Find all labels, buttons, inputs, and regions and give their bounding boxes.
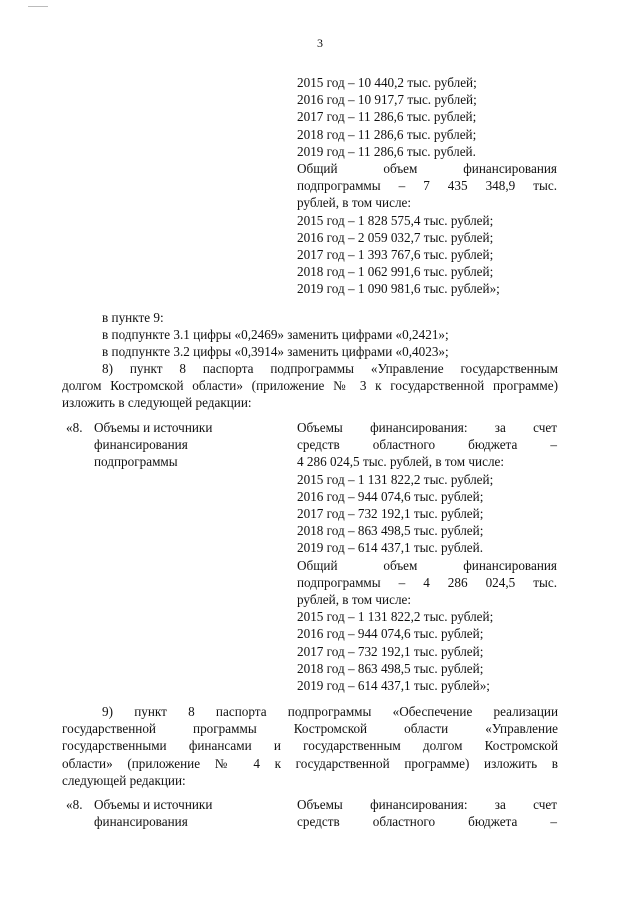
year-line: 2018 год – 11 286,6 тыс. рублей; <box>297 126 477 142</box>
page-number: 3 <box>317 36 323 50</box>
year-line: 2019 год – 1 090 981,6 тыс. рублей»; <box>297 281 500 297</box>
year-line: 2019 год – 614 437,1 тыс. рублей»; <box>297 678 490 694</box>
paragraph-8 <box>62 360 558 412</box>
year-line: 2017 год – 11 286,6 тыс. рублей; <box>297 109 477 125</box>
paragraph-line: в пункте 9: <box>102 310 164 325</box>
paragraph-line: области» (приложение № 4 к государственной программе) изложить в <box>62 755 558 771</box>
paragraph-line: следующей редакции: <box>62 772 186 788</box>
year-line: 2018 год – 1 062 991,6 тыс. рублей; <box>297 264 494 280</box>
year-line: 2017 год – 732 192,1 тыс. рублей; <box>297 643 484 659</box>
year-line: 2019 год – 11 286,6 тыс. рублей. <box>297 143 476 159</box>
paragraph-line: в подпункте 3.1 цифры «0,2469» заменить цифрами «0,2421»; <box>102 327 449 343</box>
year-line: 2015 год – 1 131 822,2 тыс. рублей; <box>297 609 494 625</box>
total-line: рублей, в том числе: <box>297 592 412 608</box>
paragraph-line: изложить в следующей редакции: <box>62 395 252 411</box>
intro-line: Объемы финансирования: за счет <box>297 797 557 812</box>
year-line: 2018 год – 863 498,5 тыс. рублей; <box>297 523 484 539</box>
total-line: Общий объем финансирования <box>297 557 557 573</box>
total-line: подпрограммы – 7 435 348,9 тыс. <box>297 178 557 194</box>
item-label-line: Объемы и источники <box>94 420 213 435</box>
total-line: Общий объем финансирования <box>297 161 557 177</box>
year-line: 2016 год – 2 059 032,7 тыс. рублей; <box>297 229 494 245</box>
paragraph-punkt9 <box>62 309 558 361</box>
total-line: подпрограммы – 4 286 024,5 тыс. <box>297 574 557 590</box>
funding-block-1 <box>297 74 557 298</box>
intro-line: Объемы финансирования: за счет <box>297 420 557 435</box>
paragraph-line: государственными финансами и государственным долгом Костромской <box>62 738 558 754</box>
year-line: 2017 год – 1 393 767,6 тыс. рублей; <box>297 247 494 263</box>
year-line: 2015 год – 1 131 822,2 тыс. рублей; <box>297 471 494 487</box>
year-line: 2016 год – 10 917,7 тыс. рублей; <box>297 92 477 108</box>
total-line: рублей, в том числе: <box>297 195 412 211</box>
paragraph-9 <box>62 703 558 789</box>
item-label-line: финансирования <box>94 814 188 830</box>
paragraph-line: государственной программы Костромской области «Управление <box>62 721 558 737</box>
year-line: 2016 год – 944 074,6 тыс. рублей; <box>297 626 484 642</box>
paragraph-line: долгом Костромской области» (приложение № 3 к государственной программе) <box>62 378 558 394</box>
year-line: 2019 год – 614 437,1 тыс. рублей. <box>297 540 483 556</box>
item-number: «8. <box>66 797 83 812</box>
paragraph-line: 9) пункт 8 паспорта подпрограммы «Обеспечение реализации <box>102 704 558 719</box>
funding-block-2 <box>297 419 557 694</box>
year-line: 2016 год – 944 074,6 тыс. рублей; <box>297 488 484 504</box>
year-line: 2015 год – 10 440,2 тыс. рублей; <box>297 75 477 90</box>
paragraph-line: в подпункте 3.2 цифры «0,3914» заменить цифрами «0,4023»; <box>102 344 449 360</box>
intro-line: средств областного бюджета – <box>297 814 557 830</box>
year-line: 2015 год – 1 828 575,4 тыс. рублей; <box>297 212 494 228</box>
item-label-line: финансирования <box>94 437 188 453</box>
paragraph-line: 8) пункт 8 паспорта подпрограммы «Управление государственным <box>102 361 558 376</box>
year-line: 2018 год – 863 498,5 тыс. рублей; <box>297 660 484 676</box>
intro-line: 4 286 024,5 тыс. рублей, в том числе: <box>297 454 505 470</box>
item-label-line: подпрограммы <box>94 454 178 470</box>
scan-artifact <box>28 6 48 7</box>
intro-line: средств областного бюджета – <box>297 437 557 453</box>
item-8-heading-2 <box>66 796 212 830</box>
item-8-heading <box>66 419 212 471</box>
item-number: «8. <box>66 420 83 435</box>
year-line: 2017 год – 732 192,1 тыс. рублей; <box>297 506 484 522</box>
funding-block-3 <box>297 796 557 830</box>
item-label-line: Объемы и источники <box>94 797 213 812</box>
